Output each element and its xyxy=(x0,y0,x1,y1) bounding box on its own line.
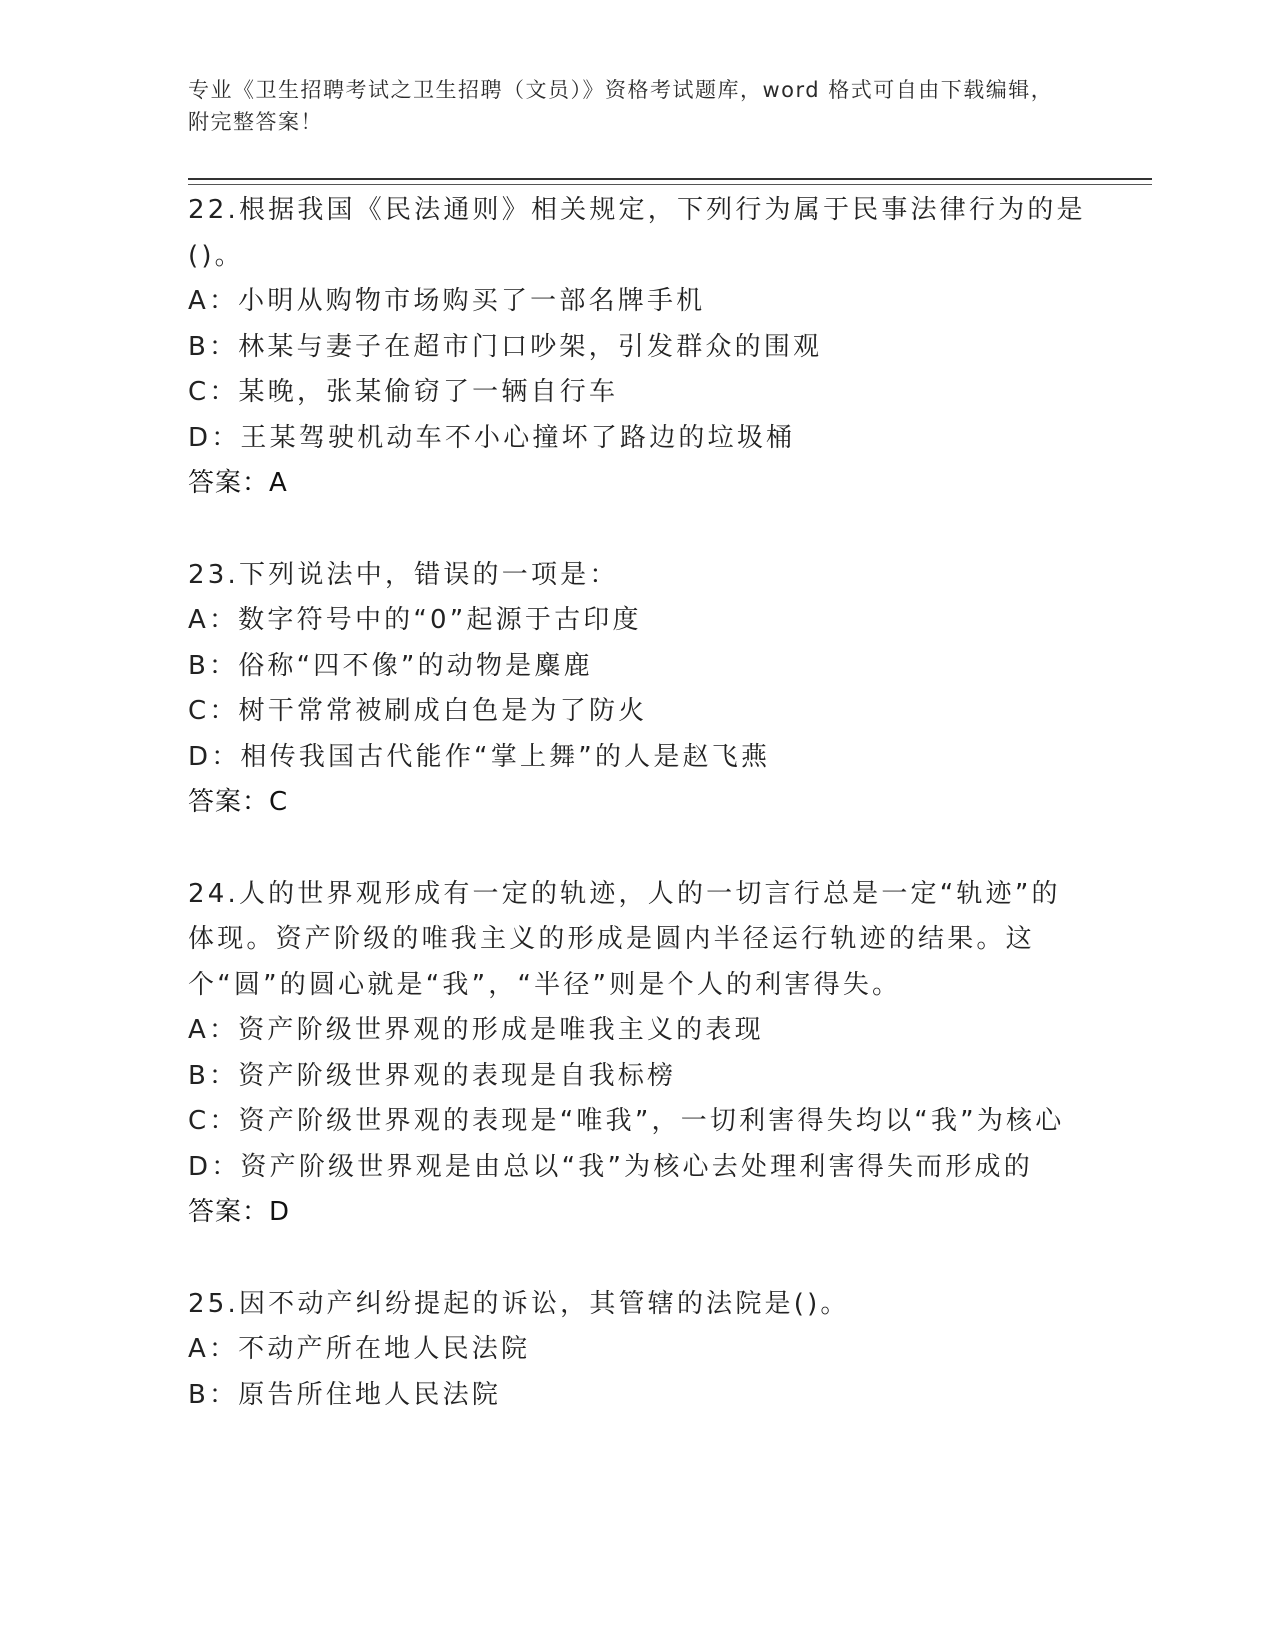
option-d: D：王某驾驶机动车不小心撞坏了路边的垃圾桶 xyxy=(188,422,796,453)
option-a: A：小明从购物市场购买了一部名牌手机 xyxy=(188,286,706,316)
option-b: B：林某与妻子在超市门口吵架，引发群众的围观 xyxy=(188,331,823,362)
question-stem: 22.根据我国《民法通则》相关规定，下列行为属于民事法律行为的是()。 xyxy=(188,195,1086,271)
question-stem: 23.下列说法中，错误的一项是： xyxy=(188,559,619,590)
question-25 xyxy=(188,1282,1088,1419)
answer: 答案：D xyxy=(188,1197,291,1227)
option-c: C：某晚，张某偷窃了一辆自行车 xyxy=(188,377,619,407)
option-d: D：资产阶级世界观是由总以“我”为核心去处理利害得失而形成的 xyxy=(188,1151,1033,1182)
option-a: A：数字符号中的“0”起源于古印度 xyxy=(188,605,642,635)
option-b: B：俗称“四不像”的动物是麋鹿 xyxy=(188,650,593,681)
header-divider xyxy=(188,178,1152,180)
question-22 xyxy=(188,188,1088,507)
option-a: A：不动产所在地人民法院 xyxy=(188,1334,531,1364)
answer: 答案：C xyxy=(188,787,289,817)
option-d: D：相传我国古代能作“掌上舞”的人是赵飞燕 xyxy=(188,741,771,772)
question-stem: 25.因不动产纠纷提起的诉讼，其管辖的法院是()。 xyxy=(188,1288,850,1319)
option-a: A：资产阶级世界观的形成是唯我主义的表现 xyxy=(188,1015,764,1045)
question-24 xyxy=(188,872,1088,1236)
option-b: B：资产阶级世界观的表现是自我标榜 xyxy=(188,1060,677,1091)
question-list xyxy=(188,188,1088,1464)
option-c: C：树干常常被刷成白色是为了防火 xyxy=(188,696,648,726)
question-stem: 24.人的世界观形成有一定的轨迹，人的一切言行总是一定“轨迹”的体现。资产阶级的唯我主义的形成是圆内半径运行轨迹的结果。这个“圆”的圆心就是“我”，“半径”则是个人的利害得失。 xyxy=(188,878,1061,1000)
option-c: C：资产阶级世界观的表现是“唯我”，一切利害得失均以“我”为核心 xyxy=(188,1106,1065,1136)
document-header: 专业《卫生招聘考试之卫生招聘（文员）》资格考试题库，word 格式可自由下载编辑，附完整答案！ xyxy=(188,78,1054,134)
question-23 xyxy=(188,553,1088,826)
option-b: B：原告所住地人民法院 xyxy=(188,1379,502,1410)
header-divider-thin xyxy=(188,184,1152,185)
answer: 答案：A xyxy=(188,468,288,498)
